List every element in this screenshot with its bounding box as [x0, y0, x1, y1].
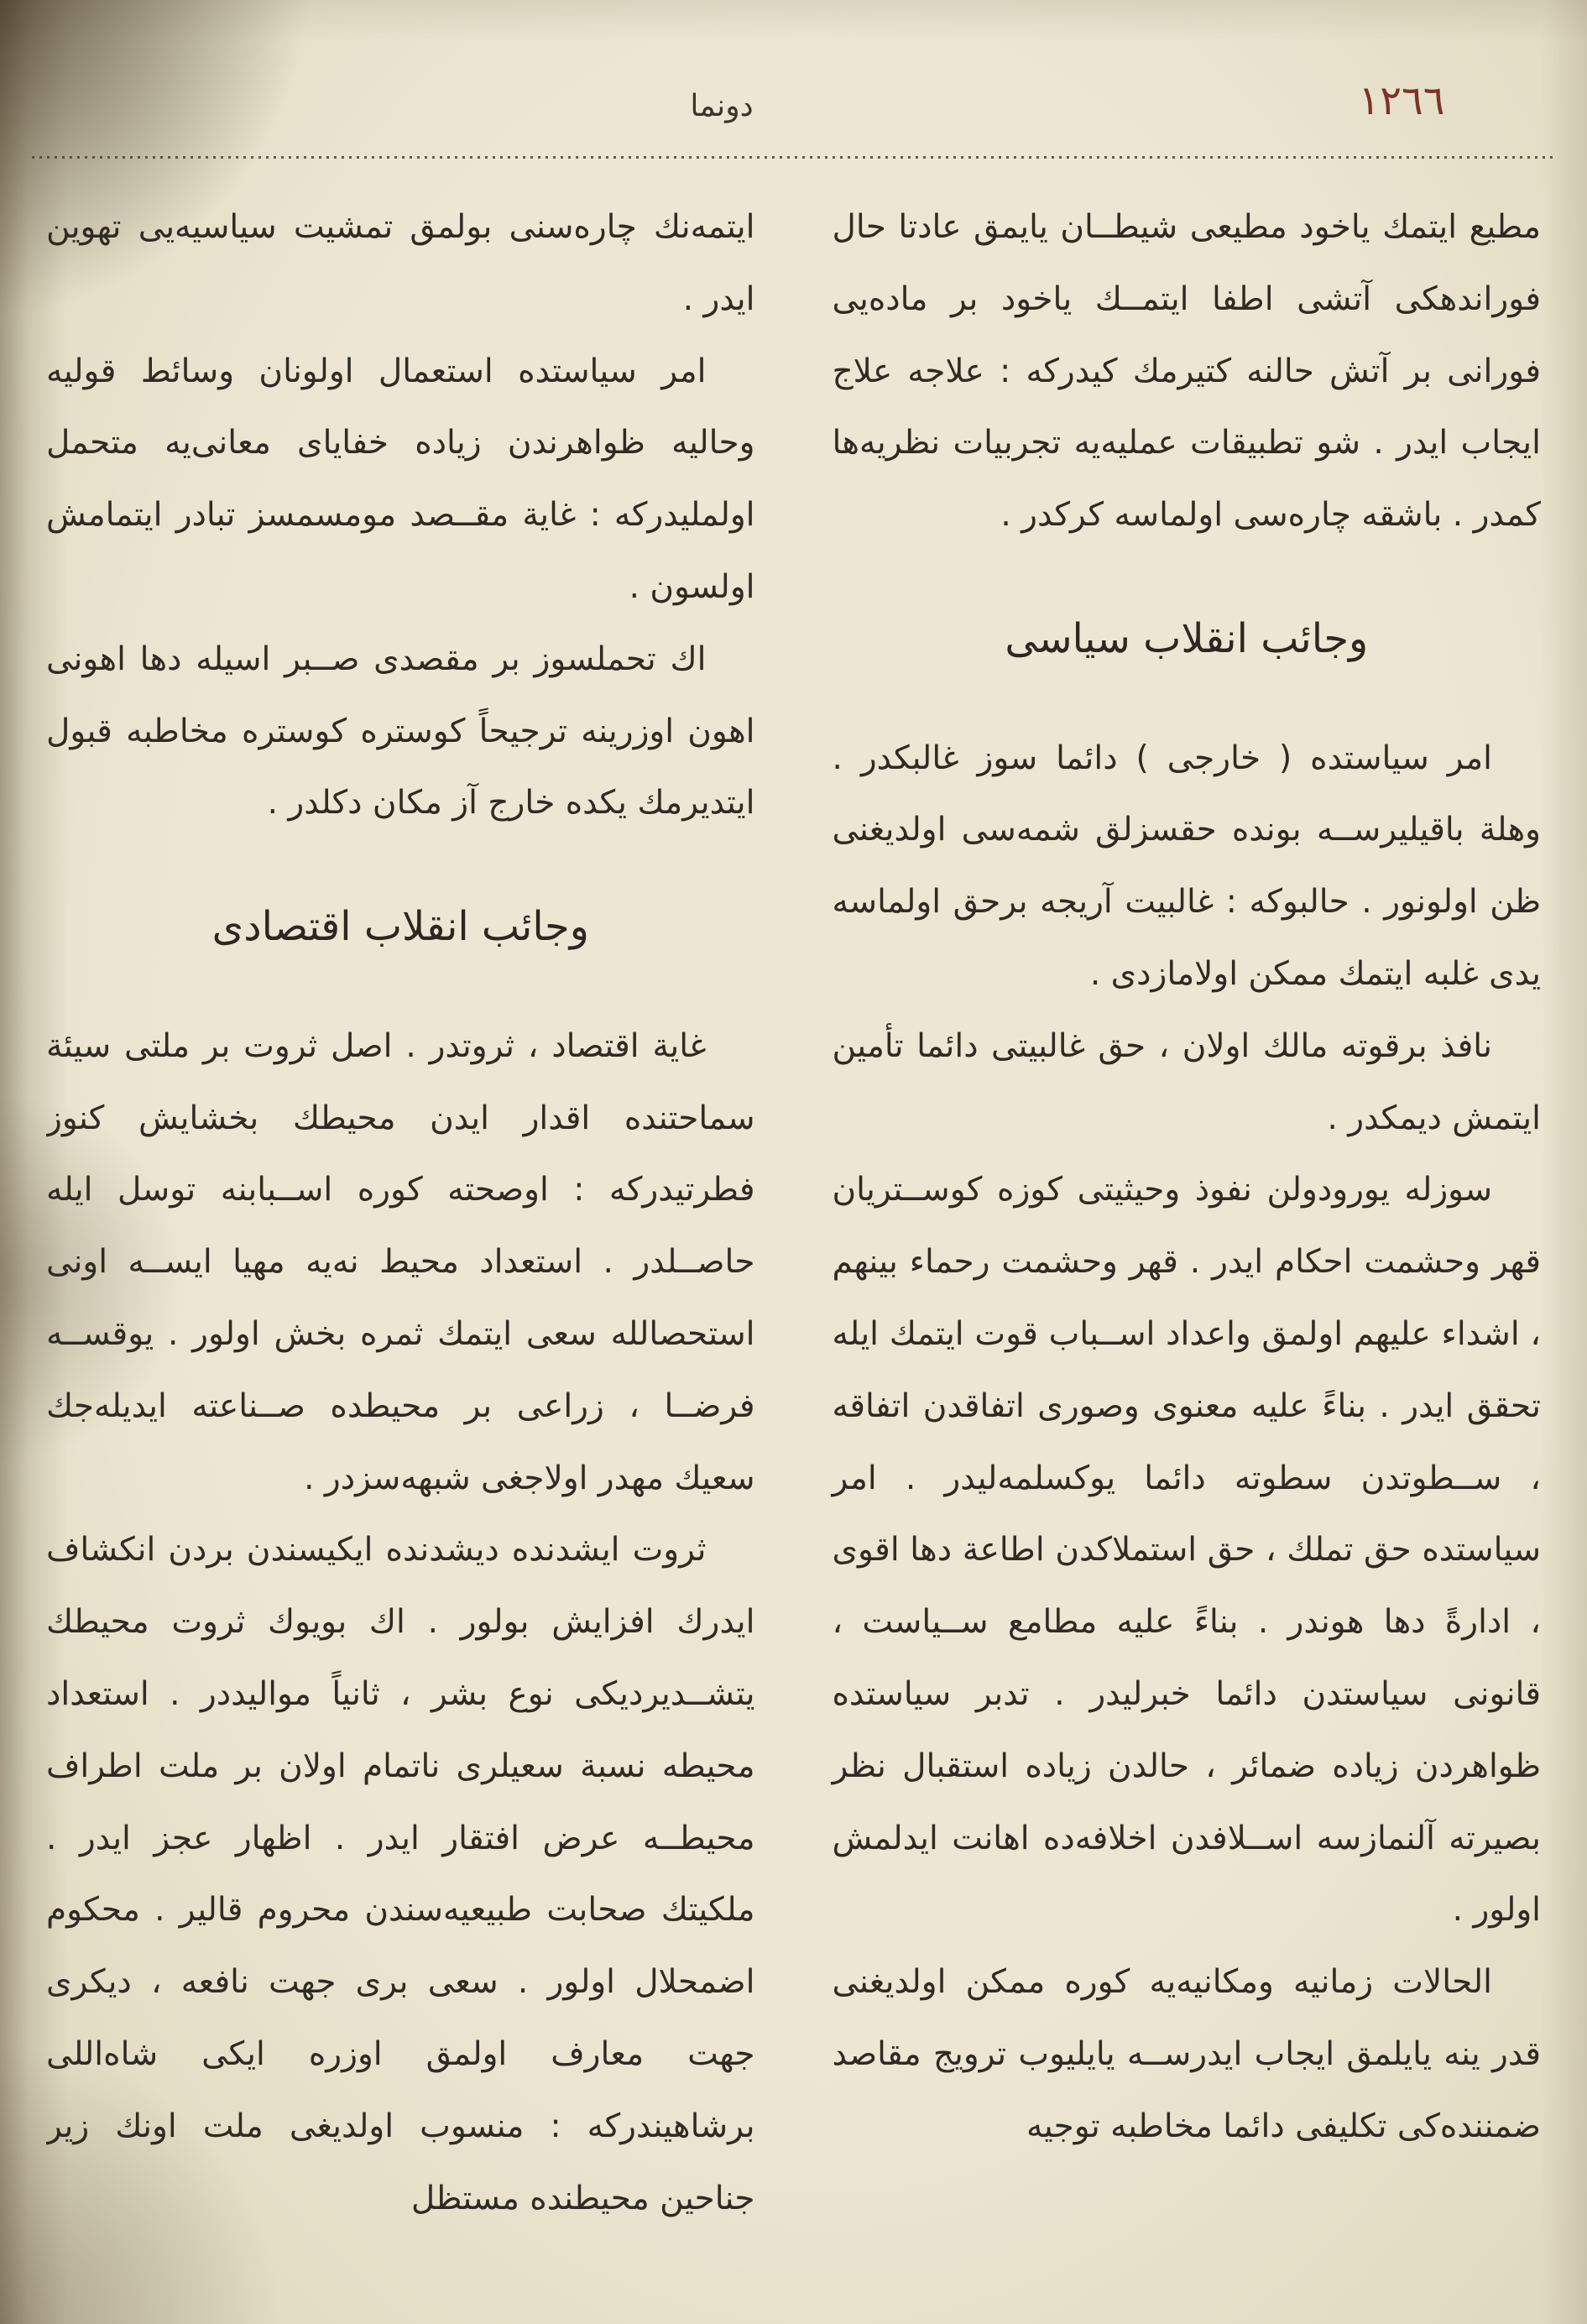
paragraph: اك تحملسوز بر مقصدى صــبر اسيله دها اهونى اهون اوزرينه ترجيحاً كوستره كوستره مخاطبه قبول ايتديرمك يكده خارج آز مكان دكلدر . [46, 640, 755, 823]
running-title: دونما [690, 89, 754, 123]
section-heading-economic-revolution: وجائب انقلاب اقتصادى [211, 903, 589, 951]
section-heading-political-revolution: وجائب انقلاب سياسى [1005, 614, 1369, 662]
text-column-right [833, 191, 1542, 2309]
text-columns [46, 191, 1541, 2309]
paragraph: ايتمه‌نك چاره‌سنى بولمق تمشيت سياسيه‌يى تهوين ايدر . [46, 208, 755, 318]
paragraph: ثروت ايشدنده ديشدنده ايكيسندن بردن انكشاف ايدرك افزايش بولور . اك بويوك ثروت محيطك يتشــديرديكى نوع بشر ، ثانياً مواليددر . استعداد محيطه نسبة سعيلرى ناتمام اولان بر ملت اطراف محيطــه عرض افتقار ايدر . اظهار عجز ايدر . ملكيتك صحابت طبيعيه‌سندن محروم قالير . محكوم اضمحلال اولور . سعى برى جهت نافعه ، ديكرى جهت معارف اولمق اوزره ايكى شاه‌اللى برشاهيندركه : منسوب اولديغى ملت اونك زير جناحين محيطنده مستظل [46, 1531, 755, 2217]
paragraph: الحالات زمانيه ومكانيه‌يه كوره ممكن اولديغنى قدر ينه يايلمق ايجاب ايدرســه يايليوب ترويج مقاصد ضمننده‌كى تكليفى دائما مخاطبه توجيه [832, 1963, 1541, 2145]
paragraph: نافذ برقوته مالك اولان ، حق غالبيتى دائما تأمين ايتمش ديمكدر . [832, 1026, 1541, 1137]
paragraph: سوزله يورودولن نفوذ وحيثيتى كوزه كوســتريان قهر وحشمت احكام ايدر . قهر وحشمت رحماء بينهم ، اشداء عليهم اولمق واعداد اســباب قوت ايتمك ايله تحقق ايدر . بناءً عليه معنوى وصورى اتفاقدن اتفاقه ، ســطوتدن سطوته دائما يوكسلمه‌ليدر . امر سياستده حق تملك ، حق استملاكدن اطاعة دها اقوى ، ادارةً دها هوندر . بناءً عليه مطامع ســياست ، قانونى سياستدن دائما خبرليدر . تدبر سياستده ظواهردن زياده ضمائر ، حالدن زياده استقبال نظر بصيرته آلنمازسه اســلافدن اخلافه‌ده اهانت ايدلمش اولور . [832, 1171, 1541, 1930]
paragraph: غاية اقتصاد ، ثروتدر . اصل ثروت بر ملتى سيئة سماحتنده اقدار ايدن محيطك بخشايش كنوز فطرتيدركه : اوصحته كوره اســبابنه توسل ايله حاصــلدر . استعداد محيط نه‌يه مهيا ايســه اونى استحصالله سعى ايتمك ثمره بخش اولور . يوقســه فرضــا ، زراعى بر محيطده صــناعته ايديله‌جك سعيك مهدر اولاجغى شبهه‌سزدر . [46, 1026, 755, 1497]
paragraph: امر سياستده استعمال اولونان وسائط قوليه وحاليه ظواهرندن زياده خفاياى معانى‌يه متحمل اولمليدركه : غاية مقــصد مومسمسز تبادر ايتمامش اولسون . [46, 352, 755, 606]
header-rule [32, 156, 1555, 159]
page-number: ١٢٦٦ [1358, 77, 1445, 124]
paragraph: مطيع ايتمك ياخود مطيعى شيطــان يايمق عادتا حال فوراندهكى آتشى اطفا ايتمــك ياخود بر ماده‌يى فورانى بر آتش حالنه كتيرمك كيدركه : علاجه علاج ايجاب ايدر . شو تطبيقات عمليه‌يه تجربيات نظريه‌ها كمدر . باشقه چاره‌سى اولماسه كركدر . [832, 208, 1541, 535]
paragraph: امر سياستده ( خارجى ) دائما سوز غالبكدر . وهلة باقيليرســه بونده حقسزلق شمه‌سى اولديغنى ظن اولونور . حالبوكه : غالبيت آريجه برحق اولماسه يدى غلبه ايتمك ممكن اولامازدى . [832, 739, 1541, 993]
text-column-left [46, 191, 755, 2309]
